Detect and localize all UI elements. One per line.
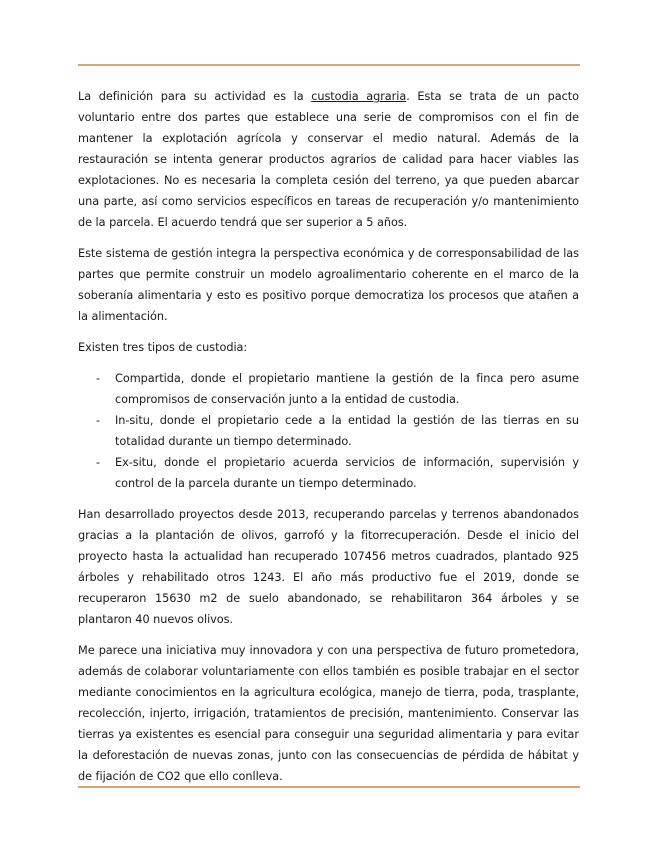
paragraph-definition-end: . Esta se trata de un pacto voluntario entre dos partes que establece una serie de compromisos con el fin de mantener la explotación agrícola y conservar el medio natural. Además de la restauración se intenta generar productos agrarios de calidad para hacer viables las explotaciones. No es necesaria la completa cesión del terreno, ya que pueden abarcar una parte, así como servicios específicos en tareas de recuperación y/o mantenimiento de la parcela. El acuerdo tendrá que ser superior a 5 años. [78,90,579,229]
header-rule [78,64,580,66]
list-item [78,368,579,410]
paragraph-definition-start: La definición para su actividad es la [78,90,312,103]
document-body [78,86,579,797]
paragraph-opinion: Me parece una iniciativa muy innovadora y con una perspectiva de futuro prometedora, además de colaborar voluntariamente con ellos también es posible trabajar en el sector mediante conocimientos en la agricultura ecológica, manejo de tierra, poda, trasplante, recolección, injerto, irrigación, tratamientos de precisión, mantenimiento. Conservar las tierras ya existentes es esencial para conseguir una seguridad alimentaria y para evitar la deforestación de nuevas zonas, junto con las consecuencias de pérdida de hábitat y de fijación de CO2 que ello conlleva. [78,644,579,783]
custodia-agraria-link[interactable]: custodia agraria [311,90,407,103]
list-item-text: Compartida, donde el propietario mantiene la gestión de la finca pero asume compromisos de conservación junto a la entidad de custodia. [115,372,579,406]
custody-types-list [78,368,579,494]
dash-bullet: - [96,414,101,427]
footer-rule [78,786,580,788]
list-item-text: Ex-situ, donde el propietario acuerda servicios de información, supervisión y control de la parcela durante un tiempo determinado. [115,456,579,490]
paragraph-management-system: Este sistema de gestión integra la perspectiva económica y de corresponsabilidad de las partes que permite construir un modelo agroalimentario coherente en el marco de la soberanía alimentaria y esto es positivo porque democratiza los procesos que atañen a la alimentación. [78,247,579,323]
dash-bullet: - [96,372,101,385]
list-item [78,452,579,494]
dash-bullet: - [96,456,101,469]
list-item [78,410,579,452]
list-item-text: In-situ, donde el propietario cede a la entidad la gestión de las tierras en su totalidad durante un tiempo determinado. [115,414,579,448]
paragraph-definition [78,86,579,233]
paragraph-custody-intro: Existen tres tipos de custodia: [78,341,248,354]
paragraph-projects: Han desarrollado proyectos desde 2013, recuperando parcelas y terrenos abandonados gracias a la plantación de olivos, garrofó y la fitorrecuperación. Desde el inicio del proyecto hasta la actualidad han recuperado 107456 metros cuadrados, plantado 925 árboles y rehabilitado otros 1243. El año más productivo fue el 2019, donde se recuperaron 15630 m2 de suelo abandonado, se rehabilitaron 364 árboles y se plantaron 40 nuevos olivos. [78,508,579,626]
